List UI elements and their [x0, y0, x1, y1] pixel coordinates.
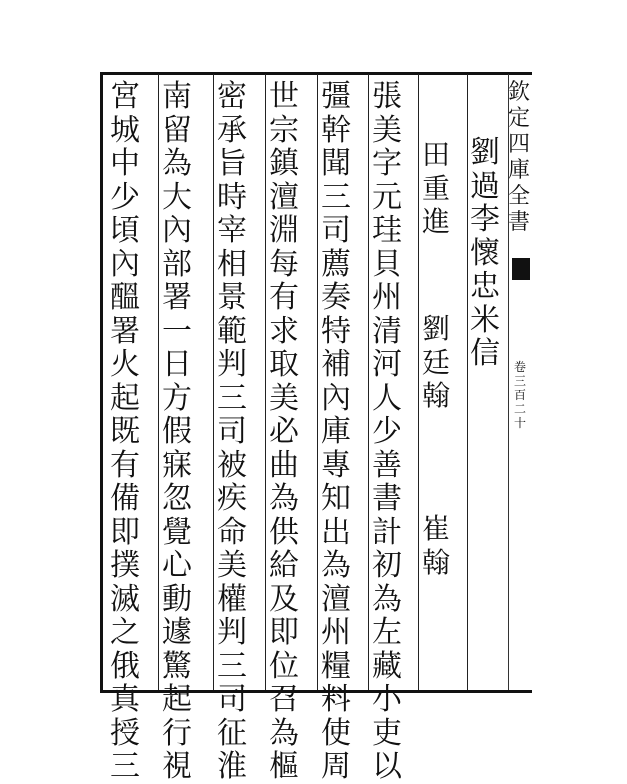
glyph: 美: [269, 380, 299, 416]
glyph: 三: [110, 749, 140, 784]
glyph: 署: [162, 280, 192, 315]
glyph: 司: [217, 682, 247, 717]
glyph: 淵: [269, 213, 299, 248]
glyph: 庫: [321, 414, 351, 449]
glyph: 田: [422, 138, 451, 171]
glyph: 過: [470, 168, 500, 204]
glyph: 動: [162, 581, 192, 617]
glyph: 出: [321, 514, 351, 550]
glyph: 三: [217, 380, 247, 416]
column-rule: [213, 74, 214, 690]
glyph: 藏: [372, 648, 402, 684]
glyph: 聞: [321, 146, 351, 181]
glyph: 權: [217, 581, 247, 617]
glyph: 珪: [372, 213, 402, 248]
glyph: 部: [162, 246, 192, 282]
glyph: 範: [217, 313, 247, 349]
column-rule: [158, 74, 159, 690]
glyph: 驚: [162, 648, 192, 684]
glyph: 以: [372, 749, 402, 784]
glyph: 奏: [321, 280, 351, 315]
glyph: 征: [217, 715, 247, 751]
glyph: 元: [372, 179, 402, 215]
glyph: 滅: [110, 581, 140, 617]
glyph: 為: [269, 481, 299, 516]
glyph: 周: [321, 749, 351, 784]
glyph: 欽: [508, 80, 531, 105]
glyph: 旨: [217, 146, 247, 181]
glyph: 特: [321, 313, 351, 349]
glyph: 為: [162, 146, 192, 181]
column-names-1: [470, 122, 500, 371]
glyph: 幹: [321, 112, 351, 148]
glyph: 頃: [110, 213, 140, 248]
glyph: 撲: [110, 548, 140, 583]
glyph: 日: [162, 347, 192, 382]
glyph: 為: [372, 581, 402, 617]
glyph: 美: [217, 548, 247, 583]
glyph: 補: [321, 347, 351, 382]
column-names-2b: [422, 312, 450, 413]
glyph: 有: [269, 280, 299, 315]
column-rule: [467, 74, 468, 690]
glyph: 三: [217, 648, 247, 684]
glyph: 每: [269, 246, 299, 282]
glyph: 即: [269, 615, 299, 650]
glyph: 崔: [422, 512, 451, 545]
glyph: 糧: [321, 648, 351, 684]
glyph: 三: [514, 374, 527, 388]
glyph: 專: [321, 447, 351, 483]
glyph: 給: [269, 548, 299, 583]
glyph: 相: [217, 246, 247, 282]
glyph: 澶: [269, 179, 299, 215]
glyph: 卷: [514, 360, 527, 374]
glyph: 料: [321, 682, 351, 717]
glyph: 司: [217, 414, 247, 449]
book-title-margin: [508, 80, 530, 236]
glyph: 即: [110, 514, 140, 550]
glyph: 中: [110, 146, 140, 181]
column-rule: [317, 74, 318, 690]
glyph: 取: [269, 347, 299, 382]
glyph: 內: [110, 246, 140, 282]
glyph: 疾: [217, 481, 247, 516]
glyph: 計: [372, 514, 402, 550]
glyph: 全: [508, 184, 531, 209]
glyph: 方: [162, 380, 192, 416]
text-column-1: [372, 80, 402, 784]
glyph: 俄: [110, 648, 140, 684]
glyph: 起: [110, 380, 140, 416]
glyph: 寐: [162, 447, 192, 483]
glyph: 內: [321, 380, 351, 416]
glyph: 心: [162, 548, 192, 583]
column-rule: [418, 74, 419, 690]
glyph: 宗: [269, 112, 299, 148]
glyph: 信: [470, 336, 500, 371]
glyph: 米: [470, 302, 500, 338]
fishtail-mark: [512, 258, 530, 280]
glyph: 火: [110, 347, 140, 382]
glyph: 定: [508, 106, 531, 131]
glyph: 備: [110, 481, 140, 516]
glyph: 劉: [422, 312, 451, 345]
glyph: 州: [372, 280, 402, 315]
text-column-2: [321, 80, 351, 784]
glyph: 忽: [162, 481, 192, 516]
glyph: 真: [110, 682, 140, 717]
glyph: 淮: [217, 749, 247, 784]
glyph: 有: [110, 447, 140, 483]
glyph: 澶: [321, 581, 351, 617]
glyph: 召: [269, 682, 299, 717]
glyph: 善: [372, 447, 402, 483]
glyph: 彊: [321, 79, 351, 114]
glyph: 鎮: [269, 146, 299, 181]
glyph: 少: [110, 179, 140, 215]
glyph: 必: [269, 414, 299, 449]
column-rule: [368, 74, 369, 690]
column-names-2a: [422, 138, 450, 239]
glyph: 世: [269, 79, 299, 114]
glyph: 書: [508, 210, 531, 235]
glyph: 為: [269, 715, 299, 751]
glyph: 三: [321, 179, 351, 215]
glyph: 二: [514, 402, 527, 416]
glyph: 使: [321, 715, 351, 751]
glyph: 求: [269, 313, 299, 349]
glyph: 城: [110, 112, 140, 148]
column-names-2c: [422, 512, 450, 579]
glyph: 既: [110, 414, 140, 449]
glyph: 及: [269, 581, 299, 617]
volume-number-margin: [514, 360, 526, 430]
glyph: 美: [372, 112, 402, 148]
glyph: 景: [217, 280, 247, 315]
glyph: 忠: [470, 269, 500, 304]
frame-left-border: [100, 72, 103, 693]
column-rule: [265, 74, 266, 690]
glyph: 重: [422, 171, 451, 205]
glyph: 密: [217, 79, 247, 114]
glyph: 李: [470, 202, 500, 237]
glyph: 宰: [217, 213, 247, 248]
glyph: 署: [110, 313, 140, 349]
text-column-5: [162, 80, 192, 784]
glyph: 十: [514, 416, 527, 430]
glyph: 知: [321, 481, 351, 516]
glyph: 懷: [470, 235, 500, 271]
glyph: 百: [514, 388, 527, 402]
text-column-3: [269, 80, 299, 784]
glyph: 張: [372, 79, 402, 114]
glyph: 覺: [162, 514, 192, 550]
glyph: 時: [217, 179, 247, 215]
glyph: 翰: [422, 545, 451, 579]
glyph: 承: [217, 112, 247, 148]
glyph: 假: [162, 414, 192, 449]
glyph: 河: [372, 347, 402, 382]
glyph: 樞: [269, 749, 299, 784]
glyph: 授: [110, 715, 140, 751]
glyph: 被: [217, 447, 247, 483]
glyph: 視: [162, 749, 192, 784]
text-column-6: [110, 80, 140, 784]
glyph: 字: [372, 146, 402, 181]
glyph: 命: [217, 514, 247, 550]
glyph: 一: [162, 313, 192, 349]
glyph: 書: [372, 481, 402, 516]
glyph: 之: [110, 615, 140, 650]
glyph: 庫: [508, 158, 531, 183]
glyph: 曲: [269, 447, 299, 483]
glyph: 初: [372, 548, 402, 583]
glyph: 南: [162, 79, 192, 114]
glyph: 清: [372, 313, 402, 349]
glyph: 判: [217, 347, 247, 382]
glyph: 起: [162, 682, 192, 717]
glyph: 薦: [321, 246, 351, 282]
text-column-4: [217, 80, 247, 784]
glyph: 大: [162, 179, 192, 215]
glyph: 司: [321, 213, 351, 248]
glyph: 小: [372, 682, 402, 717]
glyph: 貝: [372, 246, 402, 282]
glyph: 人: [372, 380, 402, 416]
glyph: 供: [269, 514, 299, 550]
glyph: 內: [162, 213, 192, 248]
glyph: 廷: [422, 345, 451, 379]
glyph: 進: [422, 205, 451, 238]
glyph: 醞: [110, 280, 140, 315]
glyph: 判: [217, 615, 247, 650]
glyph: 宮: [110, 79, 140, 114]
glyph: 遽: [162, 615, 192, 650]
glyph: 少: [372, 414, 402, 449]
glyph: 劉: [470, 135, 500, 170]
glyph: 州: [321, 615, 351, 650]
glyph: 位: [269, 648, 299, 684]
glyph: 留: [162, 112, 192, 148]
glyph: 行: [162, 715, 192, 751]
glyph: 為: [321, 548, 351, 583]
glyph: 吏: [372, 715, 402, 751]
glyph: 左: [372, 615, 402, 650]
glyph: 四: [508, 132, 531, 157]
glyph: 翰: [422, 379, 451, 412]
